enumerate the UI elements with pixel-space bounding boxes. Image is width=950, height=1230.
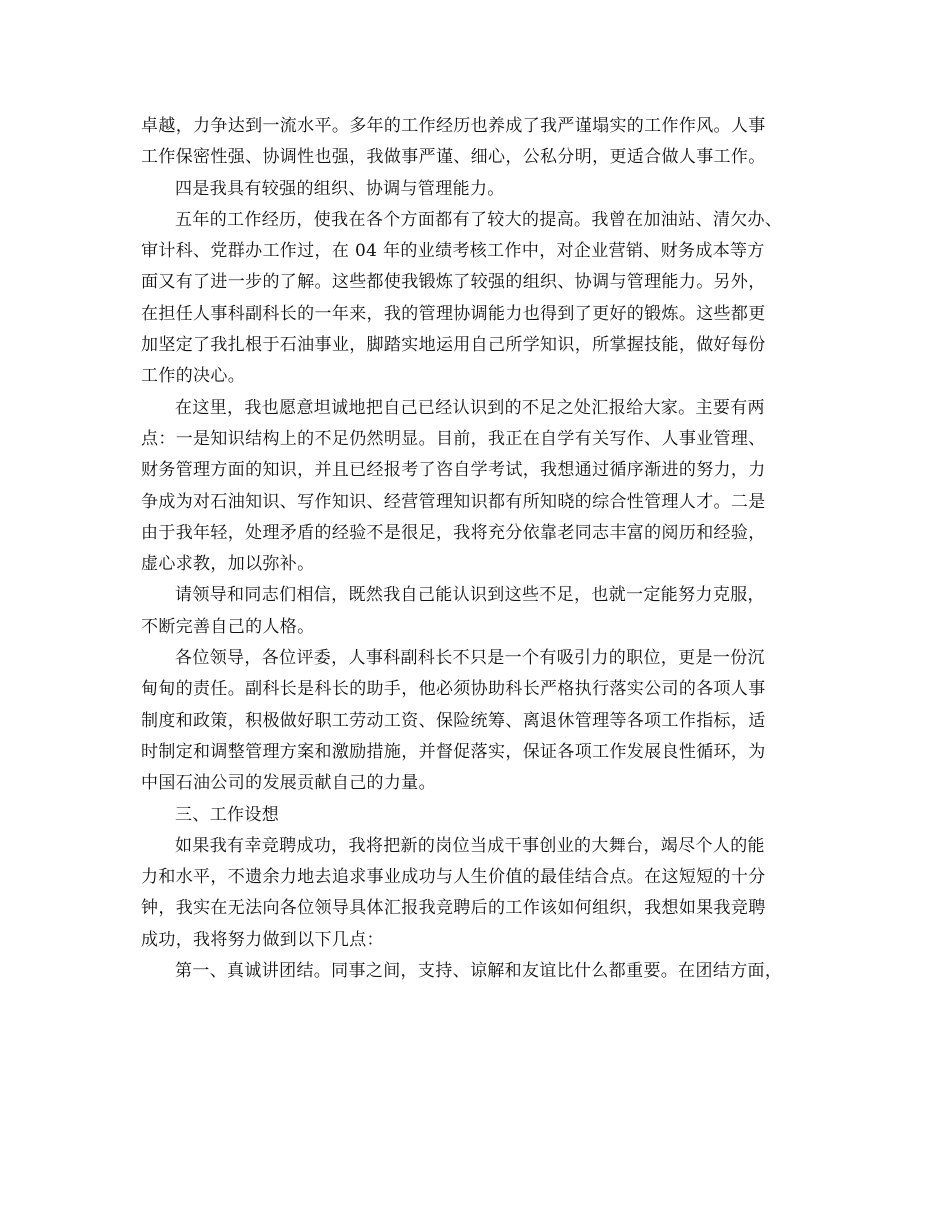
text-line: 五年的工作经历，使我在各个方面都有了较大的提高。我曾在加油站、清欠办、 <box>175 209 783 230</box>
text-line: 不断完善自己的人格。 <box>141 616 315 637</box>
text-line: 时制定和调整管理方案和激励措施，并督促落实，保证各项工作发展良性循环，为 <box>141 741 766 762</box>
text-line: 钟，我实在无法向各位领导具体汇报我竞聘后的工作该如何组织，我想如果我竞聘 <box>141 898 766 919</box>
text-line: 成功，我将努力做到以下几点： <box>141 929 384 950</box>
text-line: 请领导和同志们相信，既然我自己能认识到这些不足，也就一定能努力克服， <box>175 585 765 606</box>
text-line: 点：一是知识结构上的不足仍然明显。目前，我正在自学有关写作、人事业管理、 <box>141 428 766 449</box>
text-line: 审计科、党群办工作过，在 04 年的业绩考核工作中，对企业营销、财务成本等方 <box>141 241 765 262</box>
text-line: 由于我年轻，处理矛盾的经验不是很足，我将充分依靠老同志丰富的阅历和经验， <box>141 522 766 543</box>
text-line: 力和水平，不遗余力地去追求事业成功与人生价值的最佳结合点。在这短短的十分 <box>141 867 766 888</box>
text-line: 工作的决心。 <box>141 366 246 387</box>
text-line: 虚心求教，加以弥补。 <box>141 554 315 575</box>
text-line: 第一、真诚讲团结。同事之间，支持、谅解和友谊比什么都重要。在团结方面， <box>175 961 783 982</box>
text-line: 甸甸的责任。副科长是科长的助手，他必须协助科长严格执行落实公司的各项人事 <box>141 679 766 700</box>
text-line: 各位领导，各位评委，人事科副科长不只是一个有吸引力的职位，更是一份沉 <box>175 648 765 669</box>
text-line: 如果我有幸竞聘成功，我将把新的岗位当成干事创业的大舞台，竭尽个人的能 <box>175 835 765 856</box>
text-line: 加坚定了我扎根于石油事业，脚踏实地运用自己所学知识，所掌握技能，做好每份 <box>141 335 766 356</box>
text-line: 在担任人事科副科长的一年来，我的管理协调能力也得到了更好的锻炼。这些都更 <box>141 303 766 324</box>
section-heading: 三、工作设想 <box>175 804 280 825</box>
text-line: 工作保密性强、协调性也强，我做事严谨、细心，公私分明，更适合做人事工作。 <box>141 147 766 168</box>
text-line: 四是我具有较强的组织、协调与管理能力。 <box>175 178 505 199</box>
text-line: 财务管理方面的知识，并且已经报考了咨自学考试，我想通过循序渐进的努力，力 <box>141 460 766 481</box>
text-line: 在这里，我也愿意坦诚地把自己已经认识到的不足之处汇报给大家。主要有两 <box>175 397 765 418</box>
text-line: 争成为对石油知识、写作知识、经营管理知识都有所知晓的综合性管理人才。二是 <box>141 491 766 512</box>
text-line: 卓越，力争达到一流水平。多年的工作经历也养成了我严谨塌实的工作作风。人事 <box>141 116 766 136</box>
text-line: 面又有了进一步的了解。这些都使我锻炼了较强的组织、协调与管理能力。另外， <box>141 272 766 293</box>
text-line: 中国石油公司的发展贡献自己的力量。 <box>141 773 436 794</box>
document-body <box>141 111 821 987</box>
text-line: 制度和政策，积极做好职工劳动工资、保险统筹、离退休管理等各项工作指标，适 <box>141 710 766 731</box>
